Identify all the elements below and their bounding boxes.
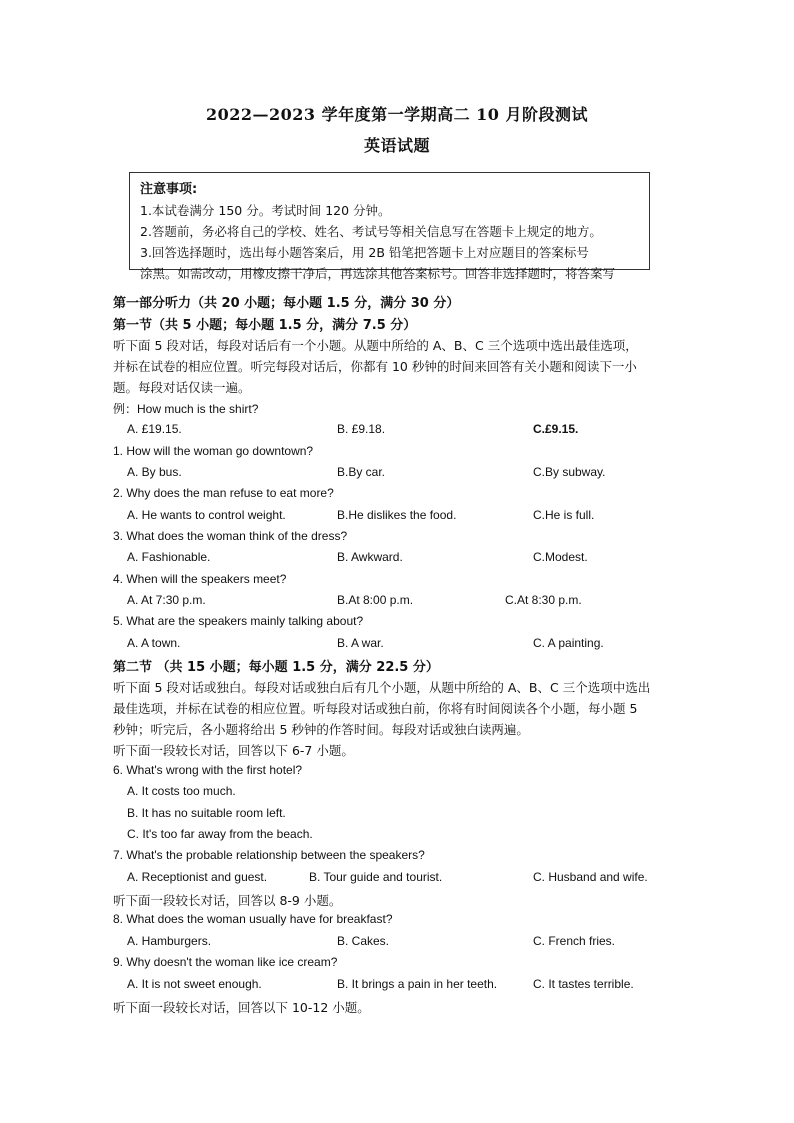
example-option-a: A. £19.15. — [127, 422, 182, 436]
question-1: 1. How will the woman go downtown? — [113, 444, 314, 458]
q6-option-a: A. It costs too much. — [127, 784, 236, 798]
section2-header: 第二节 （共 15 小题；每小题 1.5 分，满分 22.5 分） — [113, 660, 439, 675]
notice-item: 涂黑。如需改动，用橡皮擦干净后，再选涂其他答案标号。回答非选择题时，将答案写 — [140, 266, 616, 281]
question-4: 4. When will the speakers meet? — [113, 572, 287, 586]
q2-option-c: C.He is full. — [533, 508, 595, 522]
q2-option-a: A. He wants to control weight. — [127, 508, 286, 522]
notice-item: 1.本试卷满分 150 分。考试时间 120 分钟。 — [140, 203, 391, 218]
dialog-instruction-6-7: 听下面一段较长对话，回答以下 6-7 小题。 — [113, 743, 354, 758]
section1-header: 第一节（共 5 小题；每小题 1.5 分，满分 7.5 分） — [113, 318, 417, 333]
q4-option-c: C.At 8:30 p.m. — [505, 593, 582, 607]
question-9: 9. Why doesn't the woman like ice cream? — [113, 955, 338, 969]
section2-instructions: 听下面 5 段对话或独白。每段对话或独白后有几个小题，从题中所给的 A、B、C 三个选项中选出 — [113, 680, 651, 695]
exam-title: 2022—2023 学年度第一学期高二 10 月阶段测试 — [205, 105, 589, 124]
notice-heading: 注意事项: — [140, 182, 198, 197]
notice-item: 2.答题前，务必将自己的学校、姓名、考试号等相关信息写在答题卡上规定的地方。 — [140, 224, 602, 239]
section1-instructions: 并标在试卷的相应位置。听完每段对话后，你都有 10 秒钟的时间来回答有关小题和阅读下一小 — [113, 359, 637, 374]
q4-option-b: B.At 8:00 p.m. — [337, 593, 414, 607]
q3-option-c: C.Modest. — [533, 550, 588, 564]
q8-option-c: C. French fries. — [533, 934, 616, 948]
question-2: 2. Why does the man refuse to eat more? — [113, 486, 334, 500]
q5-option-b: B. A war. — [337, 636, 384, 650]
q1-option-c: C.By subway. — [533, 465, 606, 479]
q9-option-c: C. It tastes terrible. — [533, 977, 634, 991]
q5-option-c: C. A painting. — [533, 636, 604, 650]
q8-option-a: A. Hamburgers. — [127, 934, 212, 948]
example-option-b: B. £9.18. — [337, 422, 386, 436]
q6-option-c: C. It's too far away from the beach. — [127, 827, 313, 841]
question-7: 7. What's the probable relationship between the speakers? — [113, 848, 425, 862]
notice-box — [129, 172, 650, 281]
q3-option-a: A. Fashionable. — [127, 550, 211, 564]
q4-option-a: A. At 7:30 p.m. — [127, 593, 206, 607]
dialog-instruction-8-9: 听下面一段较长对话，回答以 8-9 小题。 — [113, 893, 342, 908]
q7-option-a: A. Receptionist and guest. — [127, 870, 268, 884]
q7-option-b: B. Tour guide and tourist. — [309, 870, 443, 884]
part1-header: 第一部分听力（共 20 小题；每小题 1.5 分，满分 30 分） — [113, 296, 460, 311]
q9-option-a: A. It is not sweet enough. — [127, 977, 262, 991]
section2-instructions: 最佳选项，并标在试卷的相应位置。听每段对话或独白前，你将有时间阅读各个小题，每小题 5 — [113, 701, 638, 716]
question-8: 8. What does the woman usually have for breakfast? — [113, 912, 393, 926]
example-option-c: C.£9.15. — [533, 422, 579, 436]
example-question: 例：How much is the shirt? — [113, 402, 259, 416]
section1-instructions: 听下面 5 段对话，每段对话后有一个小题。从题中所给的 A、B、C 三个选项中选出最佳选项， — [113, 338, 638, 353]
section2-instructions: 秒钟；听完后，各小题将给出 5 秒钟的作答时间。每段对话或独白读两遍。 — [113, 722, 529, 737]
q7-option-c: C. Husband and wife. — [533, 870, 648, 884]
q8-option-b: B. Cakes. — [337, 934, 390, 948]
question-5: 5. What are the speakers mainly talking about? — [113, 614, 364, 628]
q1-option-b: B.By car. — [337, 465, 386, 479]
question-3: 3. What does the woman think of the dress? — [113, 529, 348, 543]
q6-option-b: B. It has no suitable room left. — [127, 806, 286, 820]
q5-option-a: A. A town. — [127, 636, 181, 650]
section1-instructions: 题。每段对话仅读一遍。 — [113, 380, 251, 395]
q2-option-b: B.He dislikes the food. — [337, 508, 457, 522]
dialog-instruction-10-12: 听下面一段较长对话，回答以下 10-12 小题。 — [113, 1000, 370, 1015]
q9-option-b: B. It brings a pain in her teeth. — [337, 977, 498, 991]
q3-option-b: B. Awkward. — [337, 550, 403, 564]
notice-item: 3.回答选择题时，选出每小题答案后，用 2B 铅笔把答题卡上对应题目的答案标号 — [140, 245, 589, 260]
question-6: 6. What's wrong with the first hotel? — [113, 763, 303, 777]
exam-subtitle: 英语试题 — [363, 136, 430, 155]
q1-option-a: A. By bus. — [127, 465, 182, 479]
